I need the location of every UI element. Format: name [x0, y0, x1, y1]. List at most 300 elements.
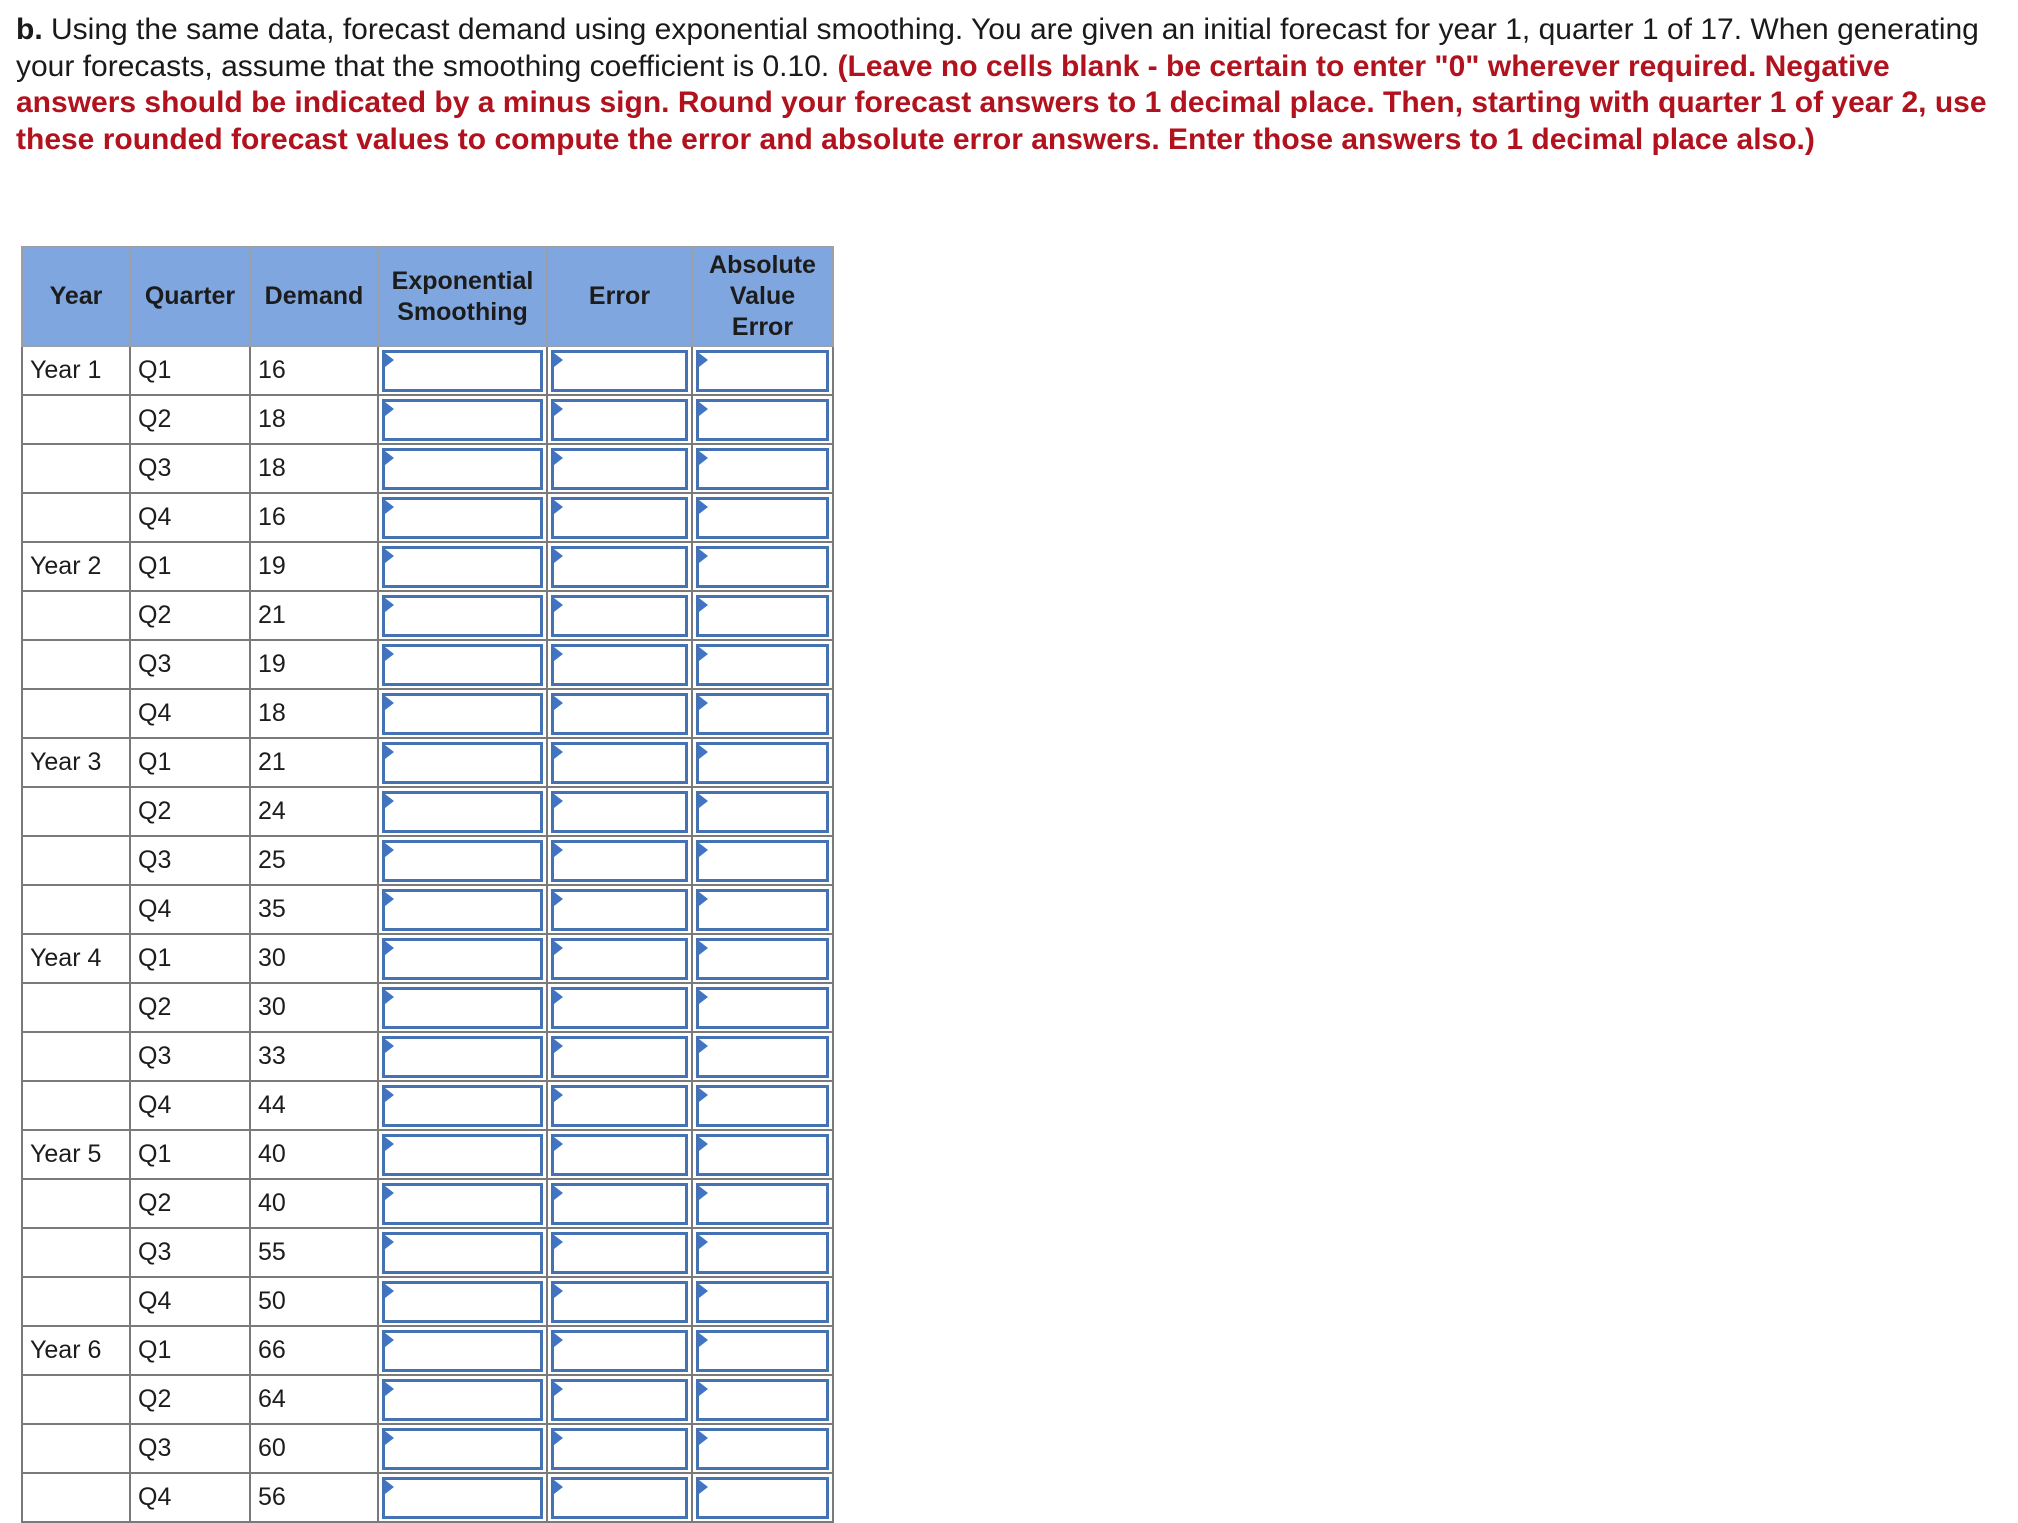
table-row — [22, 1424, 833, 1473]
error-cell — [547, 444, 692, 493]
demand-cell: 21 — [250, 738, 378, 787]
error-input[interactable] — [554, 1235, 685, 1271]
forecast-input-box[interactable] — [382, 987, 543, 1029]
error-input[interactable] — [554, 843, 685, 879]
abserr-cell — [692, 1375, 833, 1424]
table-row — [22, 689, 833, 738]
quarter-cell: Q2 — [130, 1375, 250, 1424]
error-input-box[interactable] — [551, 1183, 688, 1225]
forecast-input-box[interactable] — [382, 791, 543, 833]
abserr-cell — [692, 1326, 833, 1375]
demand-cell: 50 — [250, 1277, 378, 1326]
demand-cell: 21 — [250, 591, 378, 640]
absolute-error-input-box[interactable] — [696, 1036, 829, 1078]
error-cell — [547, 1032, 692, 1081]
header-absolute-value-error: Absolute Value Error — [692, 247, 833, 346]
absolute-error-input[interactable] — [699, 1480, 826, 1516]
error-input[interactable] — [554, 745, 685, 781]
error-input-box[interactable] — [551, 1281, 688, 1323]
table-row — [22, 493, 833, 542]
demand-cell: 44 — [250, 1081, 378, 1130]
error-input-box[interactable] — [551, 1379, 688, 1421]
error-cell — [547, 1179, 692, 1228]
forecast-input-box[interactable] — [382, 1379, 543, 1421]
error-input[interactable] — [554, 696, 685, 732]
error-input-box[interactable] — [551, 546, 688, 588]
error-cell — [547, 591, 692, 640]
absolute-error-input[interactable] — [699, 1382, 826, 1418]
demand-cell: 18 — [250, 444, 378, 493]
error-input[interactable] — [554, 1431, 685, 1467]
quarter-cell: Q3 — [130, 444, 250, 493]
quarter-cell: Q1 — [130, 346, 250, 395]
error-input[interactable] — [554, 794, 685, 830]
quarter-cell: Q2 — [130, 395, 250, 444]
absolute-error-input[interactable] — [699, 794, 826, 830]
error-input-box[interactable] — [551, 1085, 688, 1127]
forecast-cell — [378, 1277, 547, 1326]
table-row — [22, 934, 833, 983]
forecast-input-box[interactable] — [382, 1036, 543, 1078]
error-input[interactable] — [554, 647, 685, 683]
absolute-error-input-box[interactable] — [696, 1183, 829, 1225]
error-input[interactable] — [554, 1186, 685, 1222]
absolute-error-input-box[interactable] — [696, 1085, 829, 1127]
error-input[interactable] — [554, 1088, 685, 1124]
absolute-error-input[interactable] — [699, 892, 826, 928]
demand-cell: 55 — [250, 1228, 378, 1277]
absolute-error-input-box[interactable] — [696, 595, 829, 637]
error-input[interactable] — [554, 1333, 685, 1369]
absolute-error-input[interactable] — [699, 1039, 826, 1075]
forecast-input-box[interactable] — [382, 399, 543, 441]
quarter-cell: Q2 — [130, 591, 250, 640]
forecast-input[interactable] — [385, 451, 540, 487]
error-input[interactable] — [554, 1284, 685, 1320]
year-cell — [22, 1032, 130, 1081]
absolute-error-input[interactable] — [699, 696, 826, 732]
absolute-error-input-box[interactable] — [696, 497, 829, 539]
error-input-box[interactable] — [551, 742, 688, 784]
forecast-input-box[interactable] — [382, 1330, 543, 1372]
error-input[interactable] — [554, 1039, 685, 1075]
table-row — [22, 1473, 833, 1522]
error-input-box[interactable] — [551, 987, 688, 1029]
forecast-input[interactable] — [385, 1039, 540, 1075]
error-input-box[interactable] — [551, 938, 688, 980]
forecast-input-box[interactable] — [382, 1085, 543, 1127]
quarter-cell: Q4 — [130, 1473, 250, 1522]
abserr-cell — [692, 983, 833, 1032]
forecast-input-box[interactable] — [382, 1134, 543, 1176]
error-cell — [547, 934, 692, 983]
table-row — [22, 542, 833, 591]
abserr-cell — [692, 1424, 833, 1473]
forecast-input[interactable] — [385, 549, 540, 585]
error-cell — [547, 689, 692, 738]
answer-instructions: (Leave no cells blank - be certain to enter "0" wherever required. Negative answers should be indicated by a minus sign. Round your forecast answers to 1 decimal place. Then, starting with quarter 1 of year 2, use these rounded forecast values to compute the error and absolute error answers. Enter those answers to 1 decimal place also.) — [16, 49, 1987, 156]
forecast-cell — [378, 395, 547, 444]
abserr-cell — [692, 1032, 833, 1081]
year-cell — [22, 1277, 130, 1326]
year-cell — [22, 640, 130, 689]
demand-cell: 19 — [250, 640, 378, 689]
error-input[interactable] — [554, 549, 685, 585]
abserr-cell — [692, 493, 833, 542]
forecast-cell — [378, 1424, 547, 1473]
error-input[interactable] — [554, 402, 685, 438]
forecast-cell — [378, 738, 547, 787]
part-label: b. — [16, 13, 43, 46]
table-row — [22, 787, 833, 836]
forecast-input[interactable] — [385, 353, 540, 389]
abserr-cell — [692, 542, 833, 591]
absolute-error-input[interactable] — [699, 500, 826, 536]
absolute-error-input-box[interactable] — [696, 1379, 829, 1421]
forecast-input[interactable] — [385, 794, 540, 830]
table-row — [22, 1081, 833, 1130]
forecast-input[interactable] — [385, 1333, 540, 1369]
absolute-error-input[interactable] — [699, 990, 826, 1026]
quarter-cell: Q1 — [130, 1130, 250, 1179]
absolute-error-input[interactable] — [699, 647, 826, 683]
table-row — [22, 395, 833, 444]
abserr-cell — [692, 885, 833, 934]
absolute-error-input-box[interactable] — [696, 840, 829, 882]
header-row — [22, 247, 833, 346]
year-cell: Year 1 — [22, 346, 130, 395]
abserr-cell — [692, 1228, 833, 1277]
absolute-error-input-box[interactable] — [696, 1232, 829, 1274]
abserr-cell — [692, 1130, 833, 1179]
year-cell: Year 4 — [22, 934, 130, 983]
error-cell — [547, 1228, 692, 1277]
forecast-input-box[interactable] — [382, 350, 543, 392]
absolute-error-input[interactable] — [699, 843, 826, 879]
error-input-box[interactable] — [551, 889, 688, 931]
forecast-input-box[interactable] — [382, 546, 543, 588]
forecast-input[interactable] — [385, 696, 540, 732]
forecast-input[interactable] — [385, 990, 540, 1026]
forecast-input[interactable] — [385, 1431, 540, 1467]
quarter-cell: Q4 — [130, 885, 250, 934]
abserr-cell — [692, 444, 833, 493]
table-row — [22, 738, 833, 787]
quarter-cell: Q1 — [130, 542, 250, 591]
absolute-error-input-box[interactable] — [696, 546, 829, 588]
forecast-cell — [378, 1228, 547, 1277]
error-input-box[interactable] — [551, 595, 688, 637]
forecast-cell — [378, 1326, 547, 1375]
quarter-cell: Q3 — [130, 640, 250, 689]
absolute-error-input-box[interactable] — [696, 987, 829, 1029]
forecast-input[interactable] — [385, 941, 540, 977]
forecast-input-box[interactable] — [382, 1183, 543, 1225]
error-cell — [547, 395, 692, 444]
abserr-cell — [692, 934, 833, 983]
demand-cell: 30 — [250, 934, 378, 983]
quarter-cell: Q1 — [130, 738, 250, 787]
quarter-cell: Q1 — [130, 934, 250, 983]
year-cell — [22, 591, 130, 640]
abserr-cell — [692, 640, 833, 689]
quarter-cell: Q4 — [130, 1081, 250, 1130]
abserr-cell — [692, 346, 833, 395]
quarter-cell: Q2 — [130, 983, 250, 1032]
question-prompt — [16, 12, 1996, 158]
forecast-input[interactable] — [385, 1088, 540, 1124]
demand-cell: 56 — [250, 1473, 378, 1522]
absolute-error-input-box[interactable] — [696, 1477, 829, 1519]
forecast-input-box[interactable] — [382, 938, 543, 980]
year-cell: Year 3 — [22, 738, 130, 787]
absolute-error-input-box[interactable] — [696, 1134, 829, 1176]
quarter-cell: Q3 — [130, 1228, 250, 1277]
error-input[interactable] — [554, 941, 685, 977]
forecast-input[interactable] — [385, 843, 540, 879]
absolute-error-input[interactable] — [699, 1088, 826, 1124]
absolute-error-input[interactable] — [699, 1284, 826, 1320]
absolute-error-input-box[interactable] — [696, 1330, 829, 1372]
forecast-input-box[interactable] — [382, 644, 543, 686]
abserr-cell — [692, 1081, 833, 1130]
error-cell — [547, 542, 692, 591]
year-cell — [22, 444, 130, 493]
table-row — [22, 1277, 833, 1326]
forecast-input[interactable] — [385, 598, 540, 634]
demand-cell: 24 — [250, 787, 378, 836]
forecast-input-box[interactable] — [382, 1232, 543, 1274]
quarter-cell: Q4 — [130, 493, 250, 542]
table-row — [22, 591, 833, 640]
error-cell — [547, 1375, 692, 1424]
error-input[interactable] — [554, 990, 685, 1026]
absolute-error-input-box[interactable] — [696, 938, 829, 980]
demand-cell: 18 — [250, 689, 378, 738]
header-exponential-smoothing: Exponential Smoothing — [378, 247, 547, 346]
quarter-cell: Q3 — [130, 1424, 250, 1473]
forecast-input[interactable] — [385, 402, 540, 438]
forecast-input-box[interactable] — [382, 1281, 543, 1323]
year-cell — [22, 983, 130, 1032]
demand-cell: 35 — [250, 885, 378, 934]
forecast-cell — [378, 542, 547, 591]
forecast-input[interactable] — [385, 647, 540, 683]
year-cell: Year 5 — [22, 1130, 130, 1179]
forecast-cell — [378, 346, 547, 395]
forecast-input[interactable] — [385, 1480, 540, 1516]
year-cell — [22, 836, 130, 885]
header-error: Error — [547, 247, 692, 346]
absolute-error-input[interactable] — [699, 1333, 826, 1369]
forecast-cell — [378, 983, 547, 1032]
table-row — [22, 1326, 833, 1375]
error-input[interactable] — [554, 892, 685, 928]
forecast-input[interactable] — [385, 1382, 540, 1418]
error-cell — [547, 1424, 692, 1473]
abserr-cell — [692, 787, 833, 836]
error-cell — [547, 738, 692, 787]
forecast-cell — [378, 640, 547, 689]
year-cell — [22, 787, 130, 836]
forecast-cell — [378, 1081, 547, 1130]
error-input-box[interactable] — [551, 497, 688, 539]
forecast-input[interactable] — [385, 892, 540, 928]
forecast-input-box[interactable] — [382, 742, 543, 784]
error-cell — [547, 346, 692, 395]
table-row — [22, 444, 833, 493]
forecast-input[interactable] — [385, 1235, 540, 1271]
header-year: Year — [22, 247, 130, 346]
quarter-cell: Q3 — [130, 836, 250, 885]
error-input-box[interactable] — [551, 350, 688, 392]
forecast-cell — [378, 934, 547, 983]
quarter-cell: Q1 — [130, 1326, 250, 1375]
error-cell — [547, 1130, 692, 1179]
absolute-error-input[interactable] — [699, 1235, 826, 1271]
forecast-input[interactable] — [385, 745, 540, 781]
year-cell — [22, 1228, 130, 1277]
table-row — [22, 1130, 833, 1179]
forecast-input-box[interactable] — [382, 889, 543, 931]
abserr-cell — [692, 1277, 833, 1326]
error-input-box[interactable] — [551, 1477, 688, 1519]
error-cell — [547, 885, 692, 934]
error-input-box[interactable] — [551, 1330, 688, 1372]
error-input[interactable] — [554, 451, 685, 487]
error-input[interactable] — [554, 353, 685, 389]
error-input[interactable] — [554, 500, 685, 536]
forecast-input[interactable] — [385, 1137, 540, 1173]
absolute-error-input[interactable] — [699, 941, 826, 977]
abserr-cell — [692, 591, 833, 640]
absolute-error-input[interactable] — [699, 402, 826, 438]
error-cell — [547, 787, 692, 836]
forecast-cell — [378, 787, 547, 836]
forecast-cell — [378, 591, 547, 640]
error-input[interactable] — [554, 1137, 685, 1173]
error-input-box[interactable] — [551, 1036, 688, 1078]
forecast-cell — [378, 689, 547, 738]
table-row — [22, 1032, 833, 1081]
forecast-input-box[interactable] — [382, 1428, 543, 1470]
forecast-cell — [378, 1130, 547, 1179]
year-cell — [22, 493, 130, 542]
absolute-error-input-box[interactable] — [696, 742, 829, 784]
forecast-cell — [378, 1375, 547, 1424]
absolute-error-input[interactable] — [699, 451, 826, 487]
year-cell — [22, 689, 130, 738]
error-cell — [547, 983, 692, 1032]
year-cell — [22, 395, 130, 444]
demand-cell: 40 — [250, 1130, 378, 1179]
question-text: Using the same data, forecast demand using exponential smoothing. You are given an initial forecast for year 1, quarter 1 of 17. When generating your forecasts, assume that the smoothing coefficient is 0.10. — [16, 13, 1979, 83]
forecast-input-box[interactable] — [382, 693, 543, 735]
header-quarter: Quarter — [130, 247, 250, 346]
error-input[interactable] — [554, 1480, 685, 1516]
table-row — [22, 1179, 833, 1228]
forecast-table — [21, 246, 834, 1523]
forecast-input-box[interactable] — [382, 448, 543, 490]
demand-cell: 30 — [250, 983, 378, 1032]
error-input-box[interactable] — [551, 1134, 688, 1176]
forecast-cell — [378, 836, 547, 885]
quarter-cell: Q2 — [130, 787, 250, 836]
absolute-error-input[interactable] — [699, 1186, 826, 1222]
absolute-error-input-box[interactable] — [696, 1281, 829, 1323]
abserr-cell — [692, 689, 833, 738]
forecast-input[interactable] — [385, 500, 540, 536]
forecast-input[interactable] — [385, 1284, 540, 1320]
error-input-box[interactable] — [551, 448, 688, 490]
error-input-box[interactable] — [551, 791, 688, 833]
demand-cell: 16 — [250, 493, 378, 542]
year-cell — [22, 885, 130, 934]
demand-cell: 33 — [250, 1032, 378, 1081]
absolute-error-input-box[interactable] — [696, 399, 829, 441]
year-cell — [22, 1473, 130, 1522]
table-row — [22, 983, 833, 1032]
forecast-input-box[interactable] — [382, 497, 543, 539]
absolute-error-input-box[interactable] — [696, 1428, 829, 1470]
forecast-cell — [378, 885, 547, 934]
abserr-cell — [692, 836, 833, 885]
demand-cell: 19 — [250, 542, 378, 591]
absolute-error-input-box[interactable] — [696, 644, 829, 686]
forecast-cell — [378, 1473, 547, 1522]
quarter-cell: Q4 — [130, 1277, 250, 1326]
error-input-box[interactable] — [551, 1428, 688, 1470]
table-row — [22, 1228, 833, 1277]
error-input-box[interactable] — [551, 644, 688, 686]
quarter-cell: Q3 — [130, 1032, 250, 1081]
error-input[interactable] — [554, 598, 685, 634]
error-input[interactable] — [554, 1382, 685, 1418]
absolute-error-input[interactable] — [699, 1137, 826, 1173]
table-row — [22, 885, 833, 934]
absolute-error-input[interactable] — [699, 1431, 826, 1467]
absolute-error-input[interactable] — [699, 745, 826, 781]
absolute-error-input-box[interactable] — [696, 693, 829, 735]
forecast-input[interactable] — [385, 1186, 540, 1222]
absolute-error-input[interactable] — [699, 598, 826, 634]
error-input-box[interactable] — [551, 399, 688, 441]
forecast-input-box[interactable] — [382, 1477, 543, 1519]
absolute-error-input[interactable] — [699, 549, 826, 585]
forecast-input-box[interactable] — [382, 840, 543, 882]
absolute-error-input[interactable] — [699, 353, 826, 389]
table-row — [22, 346, 833, 395]
absolute-error-input-box[interactable] — [696, 889, 829, 931]
absolute-error-input-box[interactable] — [696, 350, 829, 392]
absolute-error-input-box[interactable] — [696, 791, 829, 833]
forecast-cell — [378, 493, 547, 542]
error-cell — [547, 1473, 692, 1522]
forecast-input-box[interactable] — [382, 595, 543, 637]
error-input-box[interactable] — [551, 1232, 688, 1274]
demand-cell: 25 — [250, 836, 378, 885]
demand-cell: 40 — [250, 1179, 378, 1228]
year-cell — [22, 1081, 130, 1130]
error-cell — [547, 1326, 692, 1375]
abserr-cell — [692, 1473, 833, 1522]
error-input-box[interactable] — [551, 693, 688, 735]
year-cell — [22, 1179, 130, 1228]
demand-cell: 18 — [250, 395, 378, 444]
error-input-box[interactable] — [551, 840, 688, 882]
year-cell: Year 6 — [22, 1326, 130, 1375]
absolute-error-input-box[interactable] — [696, 448, 829, 490]
